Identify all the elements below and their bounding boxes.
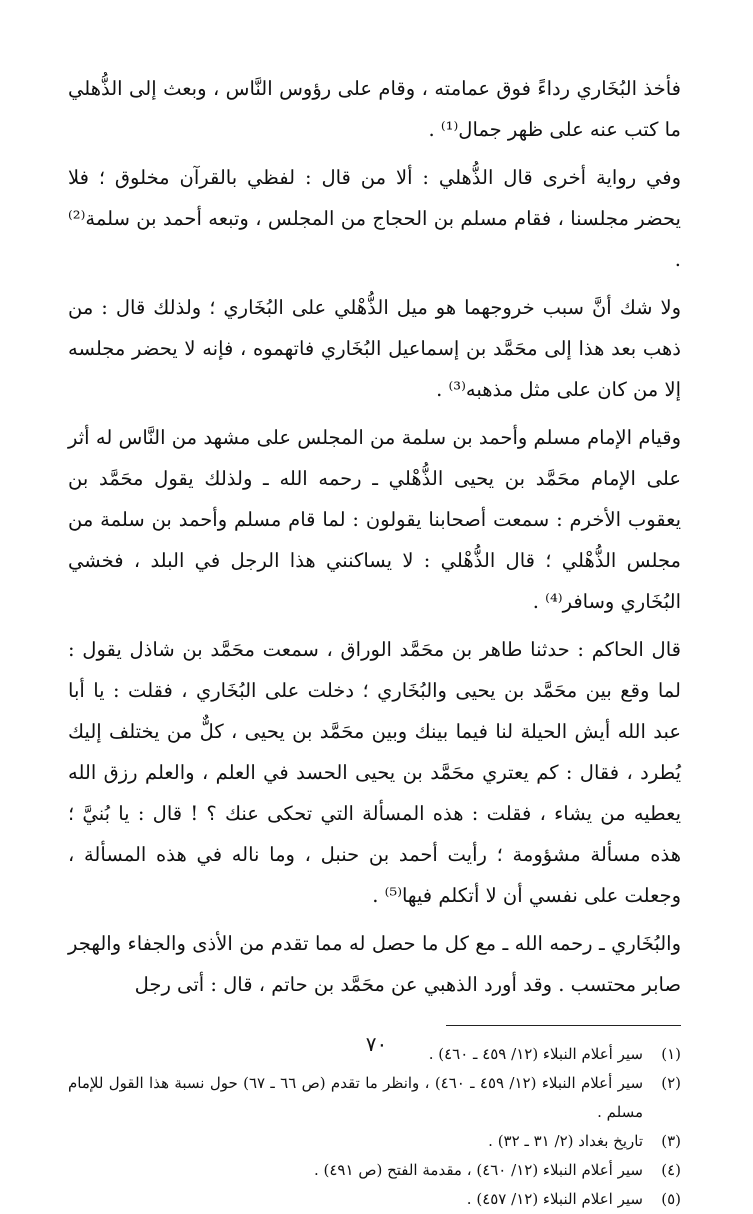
- footnote-text: سير أعلام النبلاء (١٢/ ٤٥٩ ـ ٤٦٠) .: [428, 1045, 643, 1063]
- footnote-number: (٣): [661, 1132, 681, 1150]
- footnote-number: (٤): [661, 1161, 681, 1179]
- footnote-divider: [446, 1025, 681, 1026]
- paragraph: وفي رواية أخرى قال الذُّهلي : ألا من قال : لفظي بالقرآن مخلوق ؛ فلا يحضر مجلسنا ، فقام مسلم بن الحجاج من المجلس ، وتبعه أحمد بن سلمة⁽²⁾ .: [68, 166, 681, 271]
- paragraph: قال الحاكم : حدثنا طاهر بن محَمَّد الوراق ، سمعت محَمَّد بن شاذل يقول : لما وقع بين محَمَّد بن يحيى والبُخَاري ؛ دخلت على البُخَاري ، فقلت : يا أبا عبد الله أيش الحيلة لنا فيما بينك وبين محَمَّد بن يحيى ، كلٌّ من يختلف إليك يُطرد ، فقال : كم يعتري محَمَّد بن يحيى الحسد في العلم ، والعلم رزق الله يعطيه من يشاء ، فقلت : هذه المسألة التي تحكى عنك ؟ ! قال : يا بُنيَّ ؛ هذه مسألة مشؤومة ؛ رأيت أحمد بن حنبل ، وما ناله في هذه المسألة ، وجعلت على نفسي أن لا أتكلم فيها⁽⁵⁾ .: [68, 638, 681, 907]
- main-text: [68, 68, 681, 1005]
- paragraph: والبُخَاري ـ رحمه الله ـ مع كل ما حصل له مما تقدم من الأذى والجفاء والهجر صابر محتسب . وقد أورد الذهبي عن محَمَّد بن حاتم ، قال : أتى رجل: [68, 932, 681, 996]
- paragraph: فأخذ البُخَاري رداءً فوق عمامته ، وقام على رؤوس النَّاس ، وبعث إلى الذُّهلي ما كتب عنه على ظهر جمال⁽¹⁾ .: [68, 77, 681, 141]
- footnote: [68, 1185, 681, 1214]
- page-number: ٧٠: [365, 1032, 388, 1056]
- footnote-number: (٥): [661, 1190, 681, 1208]
- footnote: [68, 1127, 681, 1156]
- paragraph: ولا شك أنَّ سبب خروجهما هو ميل الذُّهْلي على البُخَاري ؛ ولذلك قال : من ذهب بعد هذا إلى محَمَّد بن إسماعيل البُخَاري فاتهموه ، فإنه لا يحضر مجلسه إلا من كان على مثل مذهبه⁽³⁾ .: [68, 296, 681, 401]
- footnote-number: (١): [661, 1045, 681, 1063]
- footnotes: [68, 1040, 681, 1214]
- footnote-text: تاريخ بغداد (٢/ ٣١ ـ ٣٢) .: [488, 1132, 643, 1150]
- footnote-text: سير اعلام النبلاء (١٢/ ٤٥٧) .: [466, 1190, 643, 1208]
- paragraph: وقيام الإمام مسلم وأحمد بن سلمة من المجلس على مشهد من النَّاس له أثر على الإمام محَمَّد بن يحيى الذُّهْلي ـ رحمه الله ـ ولذلك يقول محَمَّد بن يعقوب الأخرم : سمعت أصحابنا يقولون : لما قام مسلم وأحمد بن سلمة من مجلس الذُّهْلي ؛ قال الذُّهْلي : لا يساكنني هذا الرجل في البلد ، فخشي البُخَاري وسافر⁽⁴⁾ .: [68, 426, 681, 613]
- footnote-number: (٢): [661, 1074, 681, 1092]
- footnote-text: سير أعلام النبلاء (١٢/ ٤٥٩ ـ ٤٦٠) ، وانظر ما تقدم (ص ٦٦ ـ ٦٧) حول نسبة هذا القول للإمام مسلم .: [68, 1074, 644, 1121]
- footnote-text: سير أعلام النبلاء (١٢/ ٤٦٠) ، مقدمة الفتح (ص ٤٩١) .: [313, 1161, 643, 1179]
- footnote: [68, 1156, 681, 1185]
- footnote: [68, 1069, 681, 1127]
